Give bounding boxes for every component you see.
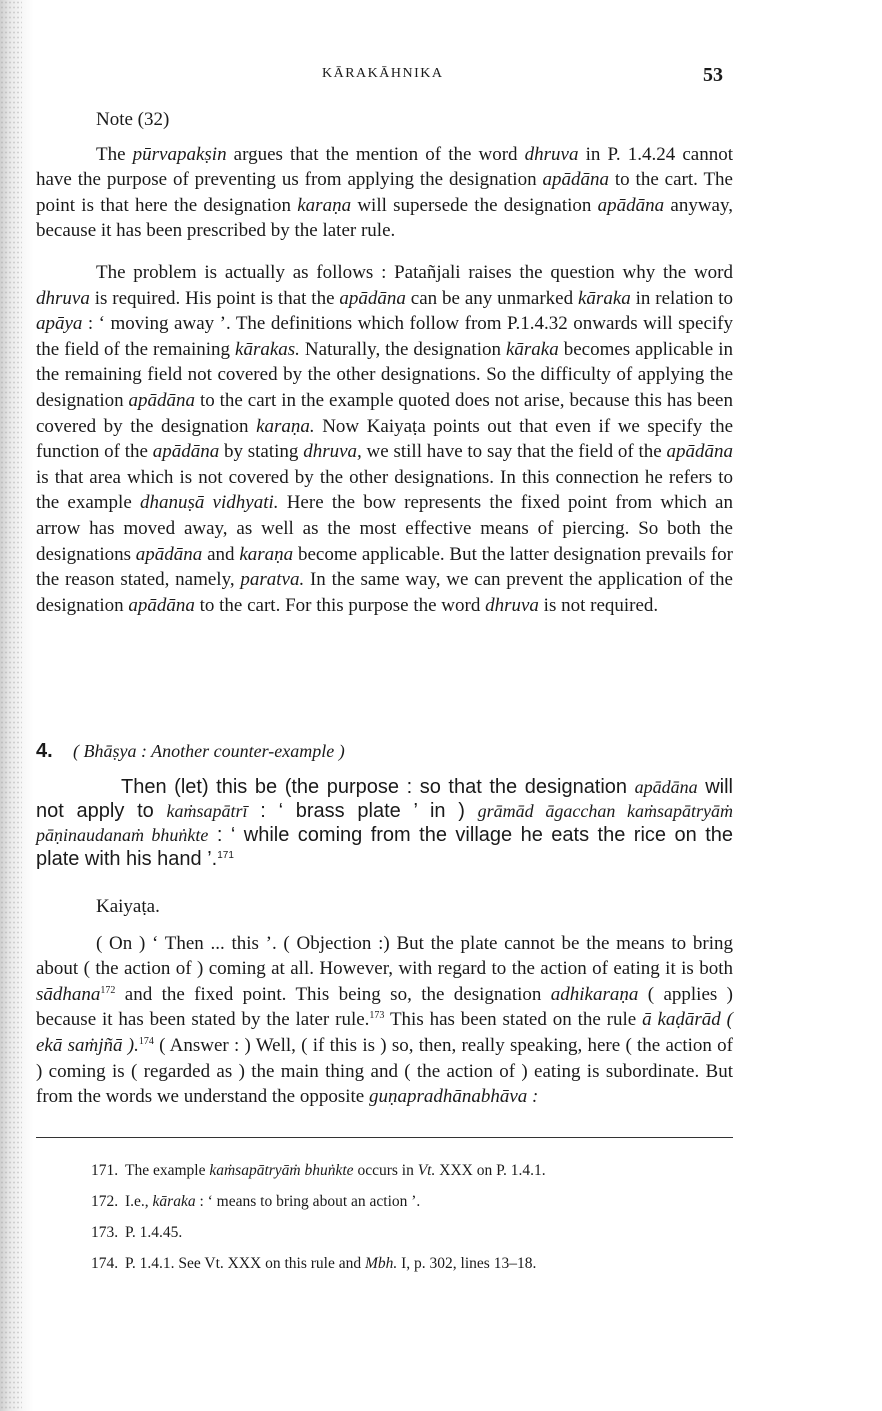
text-run: to the cart. The point is that here the designation xyxy=(36,169,733,216)
text-run: ( On ) ‘ Then ... this ’. ( Objection :) But the plate cannot be the means to bring about ( the action of ) coming at all. However, with regard to the action of eating it is both xyxy=(36,932,733,980)
text-run: The example xyxy=(125,1162,210,1179)
text-run: The xyxy=(96,143,133,165)
text-run: is that area which is not covered by the other designations. In this connection he refers to the example xyxy=(36,466,733,514)
italic-term: Mbh. xyxy=(364,1255,398,1272)
text-run: The problem is actually as follows : Patañjali raises the question why the word xyxy=(96,261,733,283)
italic-term: karaṇa xyxy=(239,543,294,565)
italic-term: kaṁsapātrī xyxy=(166,801,248,821)
italic-term: kārakas. xyxy=(235,338,300,360)
italic-term: apādāna xyxy=(634,777,698,797)
italic-term: karaṇa. xyxy=(256,415,315,437)
footnote-ref: 171 xyxy=(217,850,234,861)
italic-term: sādhana xyxy=(36,983,101,1005)
text-run: becomes applicable in the remaining field not covered by the other designations. So the difficulty of applying the designation xyxy=(36,338,733,411)
text-run: we still have to say that the field of the xyxy=(361,441,667,463)
footnote-ref: 173 xyxy=(369,1010,385,1022)
italic-term: dhruva xyxy=(36,287,90,309)
text-run: ( Answer : ) Well, ( if this is ) so, then, really speaking, here ( the action of ) coming is ( regarded as ) the main thing and ( the action of ) eating is subordinate. But from the words we understand the opposite xyxy=(36,1034,733,1108)
text-run: Now Kaiyaṭa points out that even if we specify the function of the xyxy=(36,415,733,463)
text-run: P. 1.4.45. xyxy=(125,1224,183,1241)
text-run: in P. 1.4.24 cannot have the purpose of preventing us from applying the designation xyxy=(36,143,733,191)
italic-term: grāmād āgacchan kaṁsapātryāṁ pāṇinaudanaṁ bhuṅkte xyxy=(36,801,734,845)
italic-term: dhruva xyxy=(524,143,579,165)
italic-term: paratva. xyxy=(240,569,305,591)
text-run: will not apply to xyxy=(36,776,733,822)
italic-term: apādāna xyxy=(152,441,220,463)
italic-term: apādāna xyxy=(597,194,665,216)
kaiyata-paragraph xyxy=(36,931,733,1110)
text-run: in relation to xyxy=(630,287,733,309)
text-run: : ‘ means to bring about an action ’. xyxy=(195,1193,421,1210)
footnotes xyxy=(91,1161,711,1285)
italic-term: dhruva, xyxy=(303,441,362,463)
note-block xyxy=(36,107,733,618)
text-run: to the cart. For this purpose the word xyxy=(194,594,486,616)
text-run: I.e., xyxy=(125,1193,153,1210)
text-run: is required. His point is that the xyxy=(89,287,340,309)
italic-term: dhruva xyxy=(485,594,539,616)
italic-term: apādāna xyxy=(339,287,406,309)
italic-term: adhikaraṇa xyxy=(550,983,639,1005)
section-title: ( Bhāṣya : Another counter-example ) xyxy=(73,741,345,761)
italic-term: Vt. xyxy=(417,1162,436,1179)
italic-term: apāya xyxy=(36,313,83,335)
italic-term: kāraka xyxy=(505,338,559,360)
footnote xyxy=(91,1161,711,1192)
italic-term: kāraka xyxy=(578,287,631,309)
text-run: by stating xyxy=(219,441,304,463)
scan-noise xyxy=(0,0,22,1411)
text-run: and the fixed point. This being so, the designation xyxy=(115,983,551,1005)
text-run: Here the bow represents the fixed point from which an arrow has moved away, as well as the most effective means of piercing. So both the designations xyxy=(36,492,733,565)
note-heading: Note (32) xyxy=(96,109,170,130)
text-run: P. 1.4.1. See Vt. XXX on this rule and xyxy=(125,1255,365,1272)
text-run: and xyxy=(202,543,240,565)
text-run: to the cart in the example quoted does not arise, because this has been covered by the designation xyxy=(36,389,733,437)
footnote-number: 174. xyxy=(91,1255,119,1272)
footnote-number: 173. xyxy=(91,1224,119,1241)
text-run: argues that the mention of the word xyxy=(226,143,525,165)
footnote-text xyxy=(125,1224,182,1241)
italic-term: apādāna xyxy=(135,543,203,565)
footnote-divider xyxy=(36,1137,733,1138)
text-run: will supersede the designation xyxy=(351,194,598,216)
italic-term: apādāna xyxy=(128,389,196,411)
footnote-text xyxy=(125,1255,536,1272)
note-paragraph-2 xyxy=(36,260,733,618)
footnote-ref: 172 xyxy=(100,984,116,996)
page-number: 53 xyxy=(703,64,723,86)
italic-term: pūrvapakṣin xyxy=(132,143,227,165)
italic-term: kaṁsapātryāṁ bhuṅkte xyxy=(209,1162,354,1179)
text-run: become applicable. But the latter designation prevails for the reason stated, namely, xyxy=(36,543,733,591)
footnote-text xyxy=(125,1193,420,1210)
kaiyata-block xyxy=(36,894,733,1110)
italic-term: dhanuṣā vidhyati. xyxy=(139,492,279,514)
italic-term: apādāna xyxy=(542,169,609,191)
text-run: I, p. 302, lines 13–18. xyxy=(397,1255,537,1272)
text-run: occurs in xyxy=(353,1162,418,1179)
text-run: : ‘ while coming from the village he eats the rice on the plate with his hand ’. xyxy=(36,824,733,870)
italic-term: guṇapradhānabhāva : xyxy=(368,1086,539,1108)
italic-term: apādāna xyxy=(666,441,733,463)
kaiyata-heading: Kaiyaṭa. xyxy=(96,896,160,917)
text-run: : ‘ brass plate ’ in ) xyxy=(247,800,478,822)
translation-paragraph xyxy=(36,775,733,871)
italic-term: apādāna xyxy=(128,594,195,616)
text-run: ( applies ) because it has been stated by the later rule. xyxy=(36,983,733,1031)
text-run: This has been stated on the rule xyxy=(384,1009,643,1031)
italic-term: ā kaḍārād ( ekā saṁjñā ). xyxy=(36,1009,733,1056)
text-run: anyway, because it has been prescribed by the later rule. xyxy=(36,194,733,242)
italic-term: karaṇa xyxy=(297,194,352,216)
footnote xyxy=(91,1192,711,1223)
running-title: KĀRAKĀHNIKA xyxy=(322,66,444,81)
footnote-number: 171. xyxy=(91,1162,119,1179)
text-run: Naturally, the designation xyxy=(299,338,506,360)
text-run: XXX on P. 1.4.1. xyxy=(435,1162,546,1179)
bhasya-translation xyxy=(36,775,733,871)
text-run: In the same way, we can prevent the application of the designation xyxy=(36,569,733,616)
italic-term: kāraka xyxy=(152,1193,196,1210)
text-run: Then (let) this be (the purpose : so that the designation xyxy=(121,776,635,798)
footnote-number: 172. xyxy=(91,1193,119,1210)
footnote xyxy=(91,1223,711,1254)
footnote-text xyxy=(125,1162,546,1179)
note-paragraph-1 xyxy=(36,142,733,244)
text-run: can be any unmarked xyxy=(405,287,578,309)
section-number: 4. xyxy=(36,740,53,762)
footnote xyxy=(91,1254,711,1285)
footnote-ref: 174 xyxy=(138,1035,154,1047)
text-run: : ‘ moving away ’. The definitions which follow from P.1.4.32 onwards will specify the field of the remaining xyxy=(36,313,733,360)
text-run: is not required. xyxy=(538,594,659,616)
